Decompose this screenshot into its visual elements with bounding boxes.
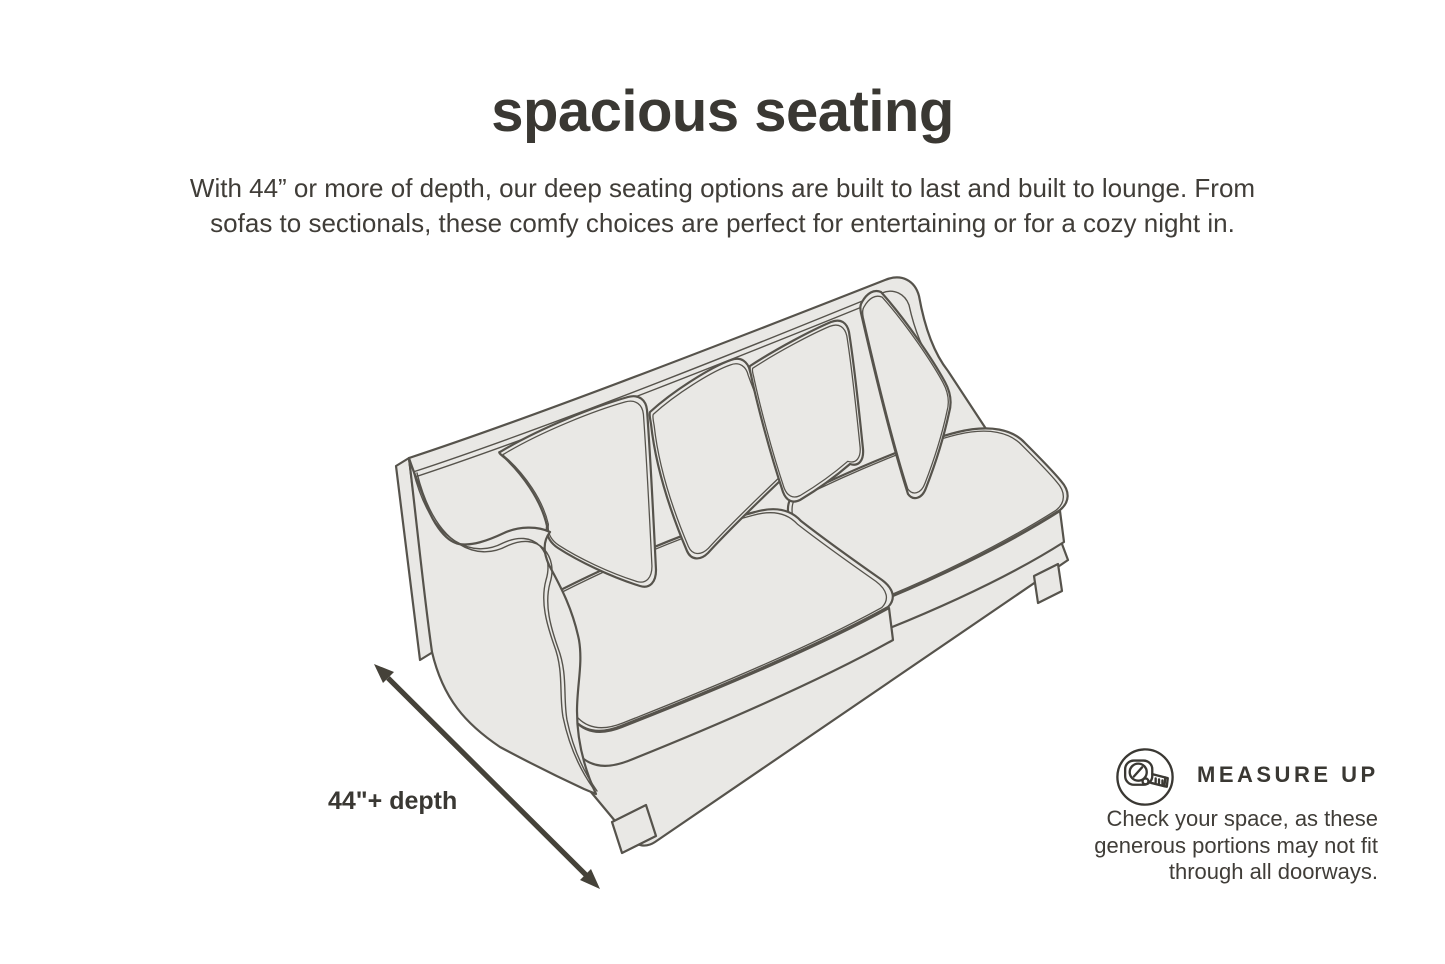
sofa-group [396, 277, 1068, 853]
note-line-2: generous portions may not fit [1094, 832, 1378, 858]
measuring-tape-icon [1114, 746, 1176, 808]
note-line-1: Check your space, as these [1106, 806, 1378, 831]
measure-up-note [1094, 806, 1378, 886]
measure-up-heading: MEASURE UP [1197, 762, 1379, 787]
note-line-3: through all doorways. [1168, 859, 1378, 884]
intro-line-1: With 44” or more of depth, our deep seating options are built to last and built to lounge. From [189, 173, 1256, 203]
depth-dimension-label: 44"+ depth [328, 787, 458, 815]
page-title: spacious seating [491, 79, 954, 144]
intro-line-2: sofas to sectionals, these comfy choices are perfect for entertaining or for a cozy night in. [210, 208, 1235, 238]
